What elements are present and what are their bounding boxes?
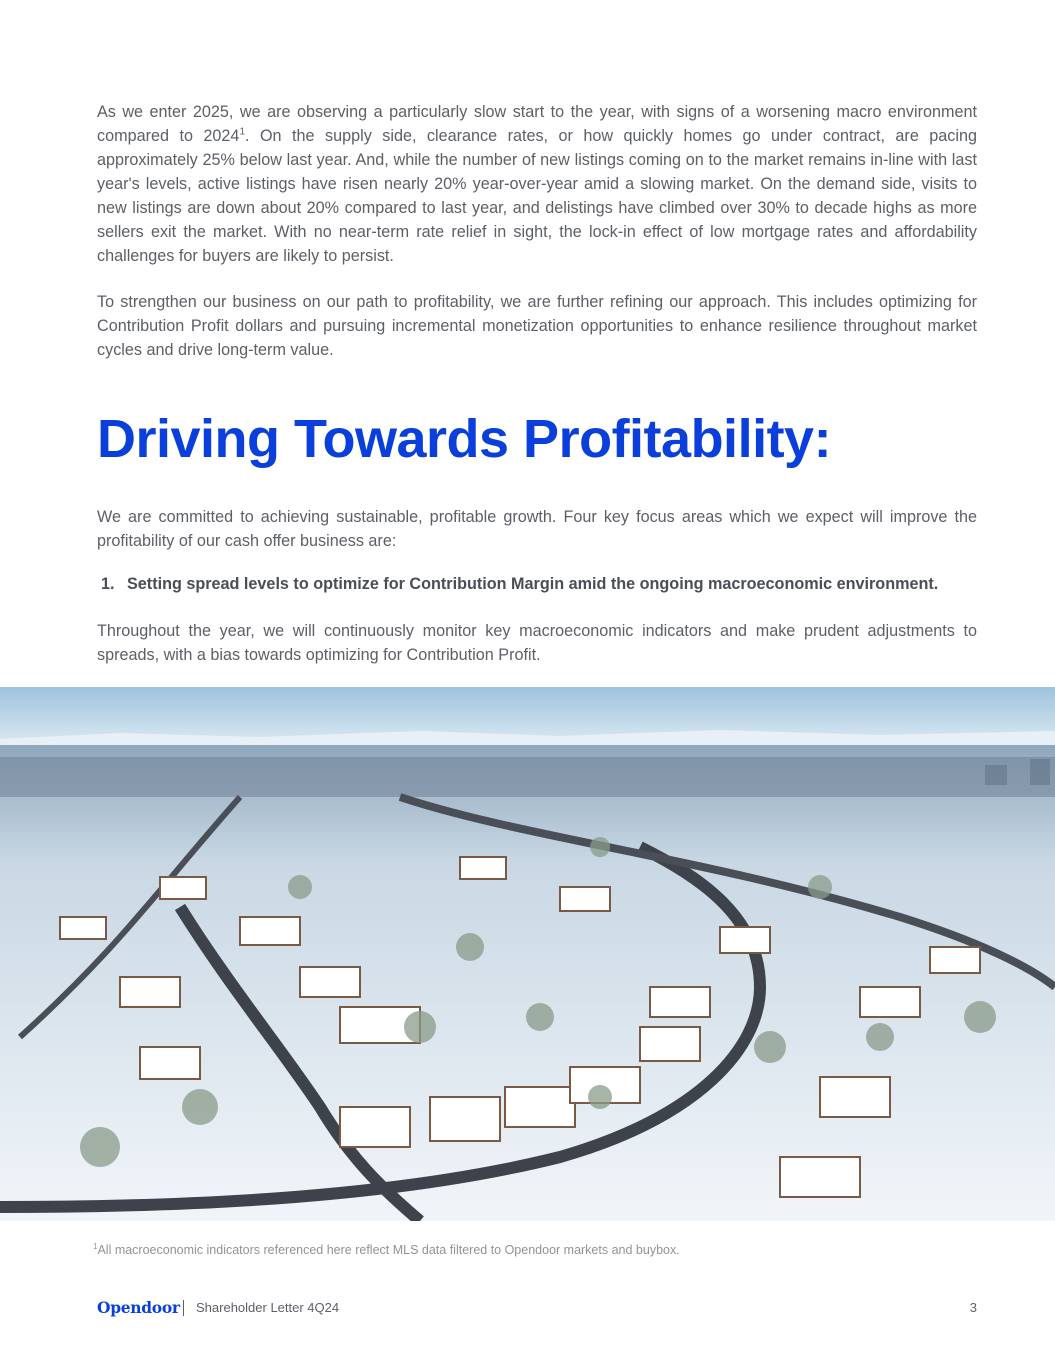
focus-areas-list bbox=[97, 572, 977, 596]
opendoor-logo: Opendoor bbox=[97, 1298, 180, 1317]
snowy-neighborhood-photo bbox=[0, 687, 1055, 1221]
spreads-paragraph: Throughout the year, we will continuously monitor key macroeconomic indicators and make prudent adjustments to spreads, with a bias towards optimizing for Contribution Profit. bbox=[97, 622, 977, 664]
footer-document-title: Shareholder Letter 4Q24 bbox=[196, 1300, 340, 1315]
footnote-marker: 1 bbox=[93, 1241, 98, 1251]
list-item-text: Setting spread levels to optimize for Contribution Margin amid the ongoing macroeconomic environment. bbox=[127, 575, 939, 593]
list-item-number: 1. bbox=[101, 575, 115, 593]
page-footer bbox=[97, 1298, 977, 1320]
intro-paragraph-text-2: . On the supply side, clearance rates, or how quickly homes go under contract, are pacing approximately 25% below last year. And, while the number of new listings coming on to the market remains in-line with last year's levels, active listings have risen nearly 20% year-over-year amid a slowing market. On the demand side, visits to new listings are down about 20% compared to last year, and delistings have climbed over 30% to decade highs as more sellers exit the market. With no near-term rate relief in sight, the lock-in effect of low mortgage rates and affordability challenges for buyers are likely to persist. bbox=[97, 127, 977, 265]
intro-paragraph bbox=[97, 100, 977, 268]
strategy-paragraph: To strengthen our business on our path to profitability, we are further refining our approach. This includes optimizing for Contribution Profit dollars and pursuing incremental monetization opportunities to enhance resilience throughout market cycles and drive long-term value. bbox=[97, 293, 977, 359]
footer-divider bbox=[183, 1300, 184, 1316]
section-heading: Driving Towards Profitability: bbox=[97, 409, 832, 469]
list-item bbox=[97, 572, 977, 596]
page-number: 3 bbox=[969, 1300, 977, 1315]
intro-paragraph-text-1: As we enter 2025, we are observing a particularly slow start to the year, with signs of a worsening macro environment compared to 2024 bbox=[97, 103, 977, 145]
footnote bbox=[93, 1243, 680, 1257]
focus-areas-intro: We are committed to achieving sustainable, profitable growth. Four key focus areas which we expect will improve the profitability of our cash offer business are: bbox=[97, 508, 977, 550]
footnote-reference[interactable]: 1 bbox=[239, 126, 245, 138]
footnote-text: All macroeconomic indicators referenced here reflect MLS data filtered to Opendoor markets and buybox. bbox=[97, 1243, 680, 1257]
